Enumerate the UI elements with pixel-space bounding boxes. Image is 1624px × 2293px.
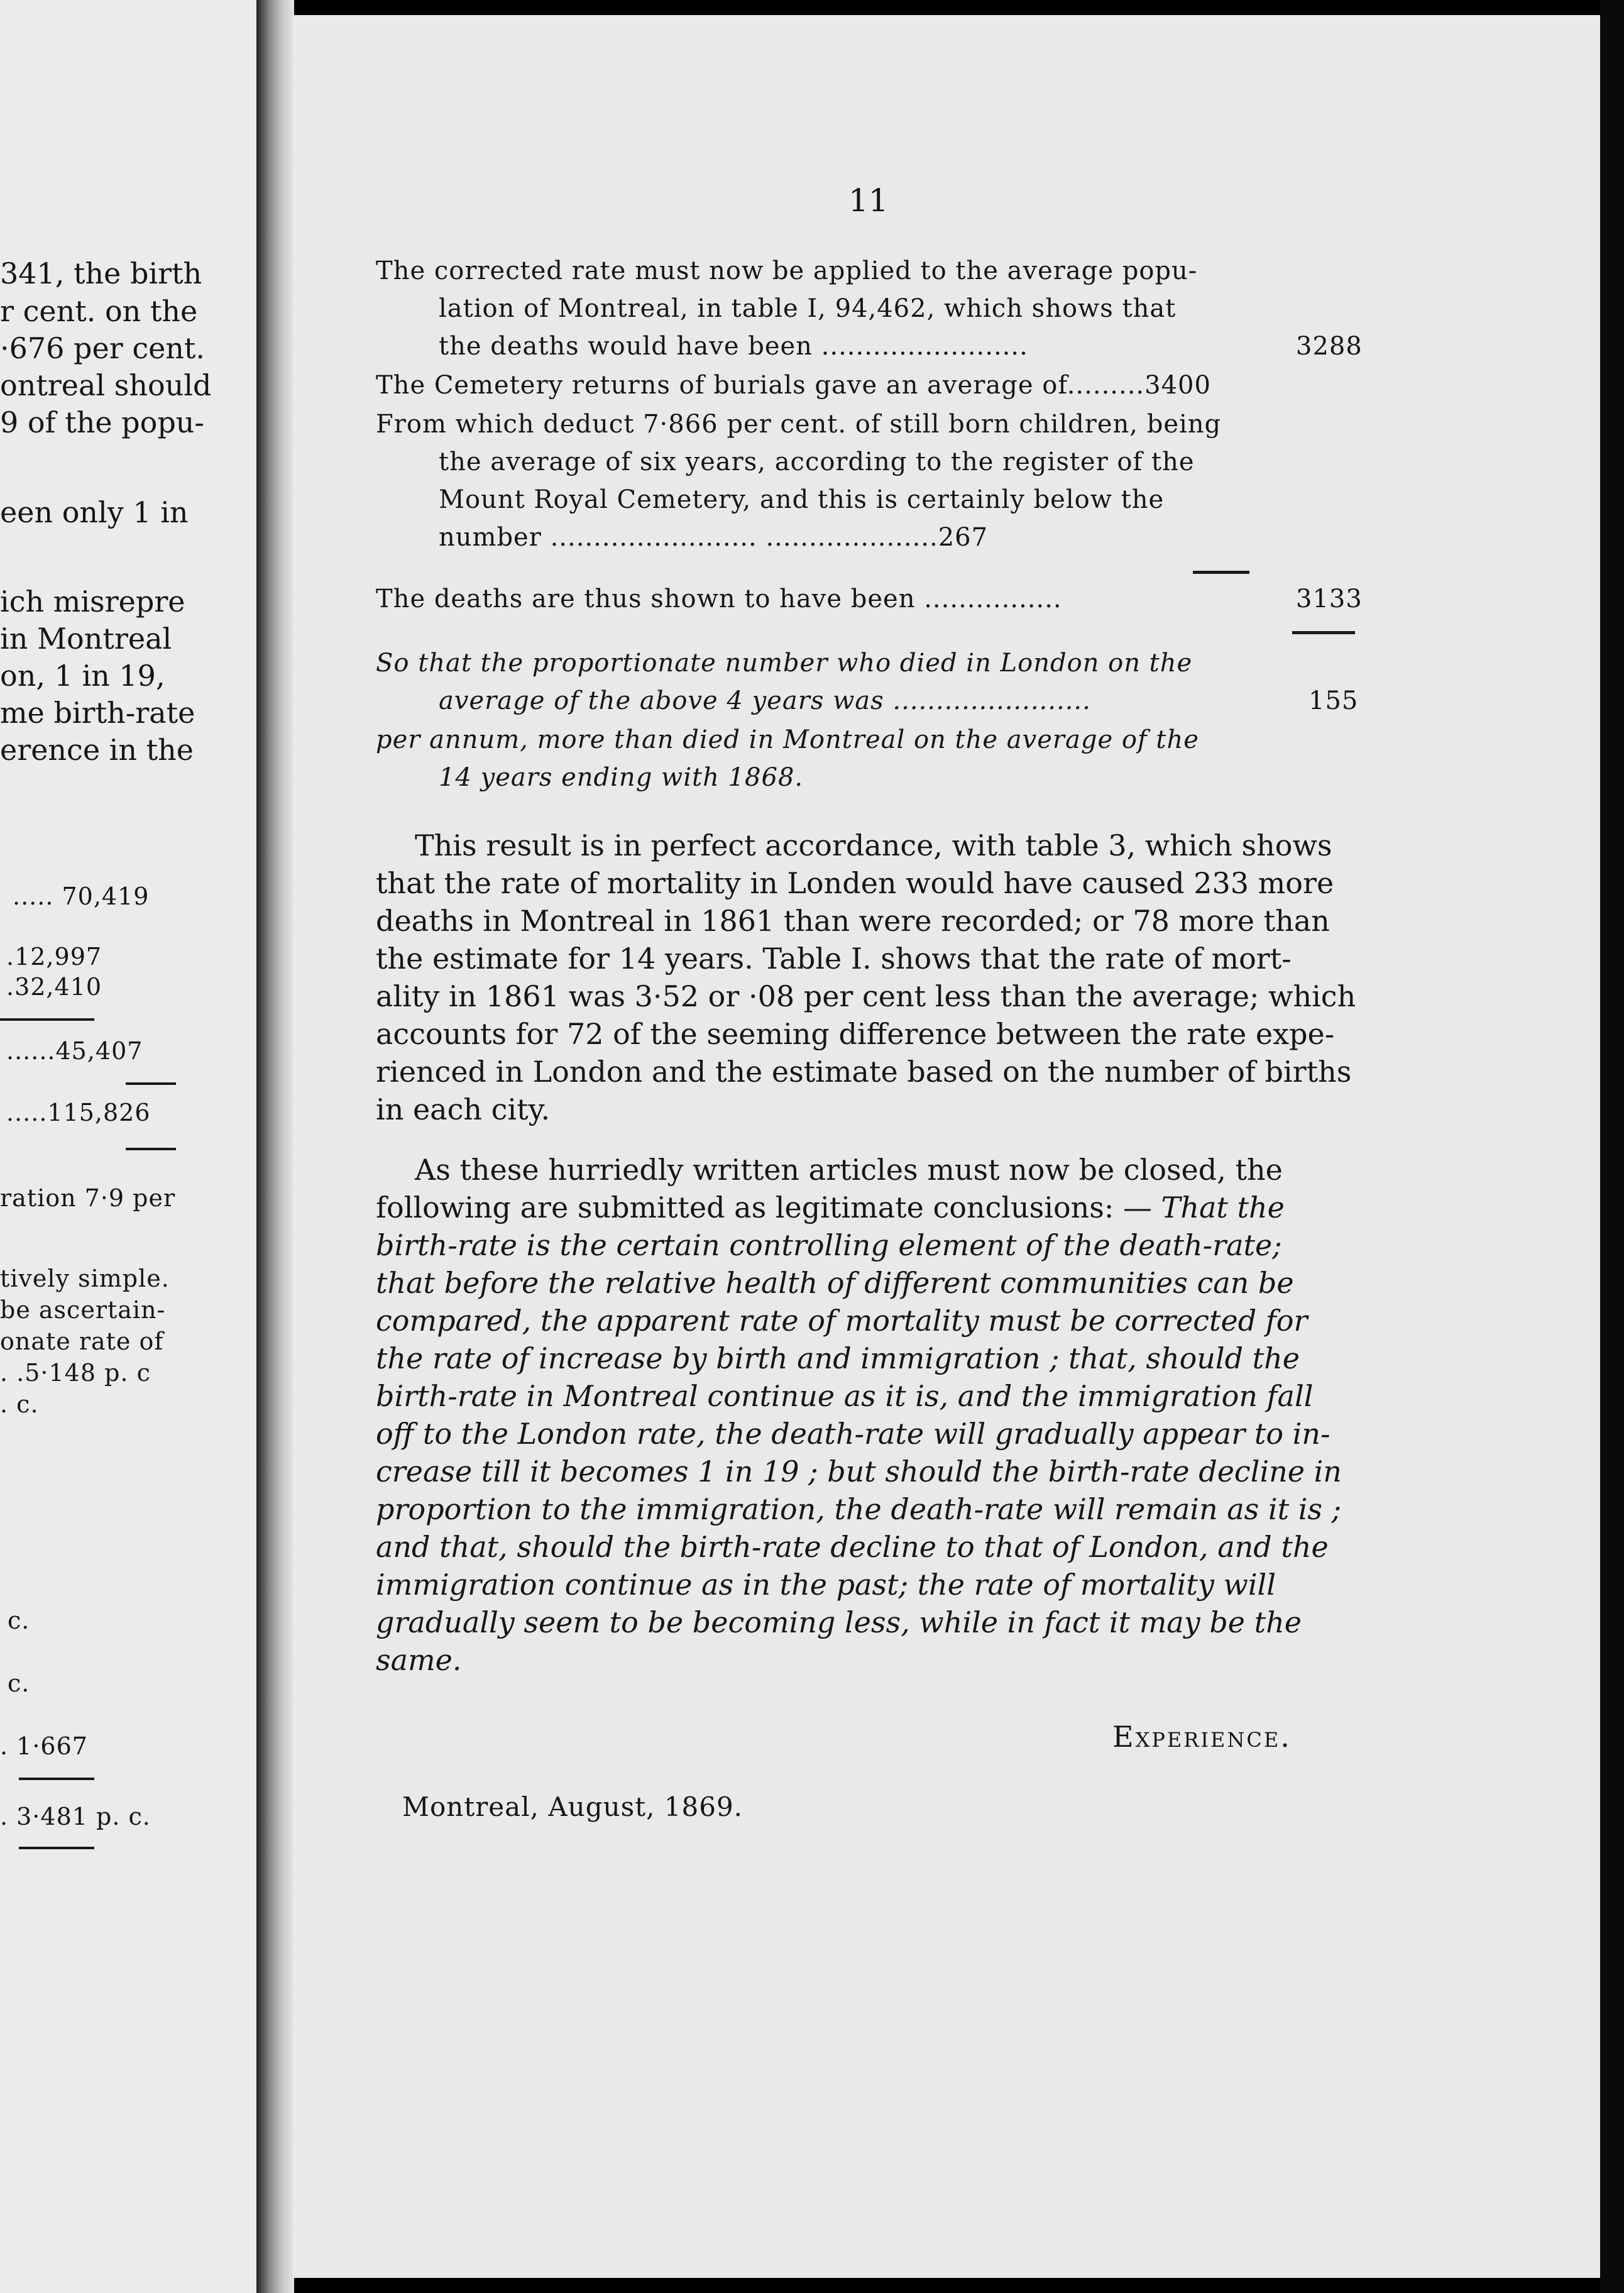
signature: Experience. <box>1112 1720 1292 1754</box>
paragraph-line: that before the relative health of different communities can be <box>376 1266 1294 1300</box>
page-edge-shadow <box>1600 0 1624 2293</box>
table-value: 3288 <box>1296 332 1363 361</box>
paragraph-line: off to the London rate, the death-rate will gradually appear to in- <box>376 1417 1330 1451</box>
paragraph-line-italic: That the <box>1161 1190 1285 1224</box>
left-line: onate rate of <box>0 1328 164 1355</box>
left-line: r cent. on the <box>0 294 198 328</box>
paragraph-line: crease till it becomes 1 in 19 ; but should the birth-rate decline in <box>376 1454 1342 1488</box>
left-figure: .32,410 <box>6 973 102 1001</box>
left-line: ontreal should <box>0 368 212 402</box>
left-figure: .12,997 <box>6 943 102 971</box>
left-rule <box>126 1148 176 1150</box>
table-line: The deaths are thus shown to have been ................ <box>376 585 1062 613</box>
left-figure: . 1·667 <box>0 1732 88 1760</box>
paragraph-line: that the rate of mortality in Londen would have caused 233 more <box>376 866 1334 900</box>
paragraph-line: This result is in perfect accordance, with table 3, which shows <box>415 828 1332 862</box>
left-figure: ......45,407 <box>6 1037 143 1065</box>
left-line: c. <box>8 1607 30 1634</box>
table-line: The Cemetery returns of burials gave an average of.........3400 <box>376 371 1211 400</box>
left-line: ration 7·9 per <box>0 1184 176 1212</box>
table-line: Mount Royal Cemetery, and this is certainly below the <box>439 485 1165 514</box>
paragraph-line: birth-rate in Montreal continue as it is, and the immigration fall <box>376 1379 1314 1413</box>
place-date: Montreal, August, 1869. <box>402 1791 743 1822</box>
italic-line: 14 years ending with 1868. <box>439 763 804 792</box>
left-rule <box>0 1018 94 1021</box>
paragraph-line: same. <box>376 1643 462 1677</box>
left-figure: . 3·481 p. c. <box>0 1803 151 1830</box>
left-line: . .5·148 p. c <box>0 1359 151 1387</box>
table-line: number ........................ ....................267 <box>439 523 989 552</box>
left-line: 9 of the popu- <box>0 405 204 439</box>
paragraph-line: and that, should the birth-rate decline to that of London, and the <box>376 1530 1329 1564</box>
paragraph-line: As these hurriedly written articles must now be closed, the <box>415 1153 1283 1187</box>
table-line: lation of Montreal, in table I, 94,462, which shows that <box>439 294 1177 323</box>
left-line: erence in the <box>0 733 194 767</box>
left-figure: ..... 70,419 <box>13 883 150 910</box>
left-line: in Montreal <box>0 622 172 656</box>
table-line: The corrected rate must now be applied to the average popu- <box>376 256 1198 285</box>
book-gutter <box>256 0 294 2293</box>
table-line: From which deduct 7·866 per cent. of still born children, being <box>376 410 1222 439</box>
paragraph-line: rienced in London and the estimate based on the number of births <box>376 1055 1352 1089</box>
left-rule <box>19 1778 94 1780</box>
paragraph-line: deaths in Montreal in 1861 than were recorded; or 78 more than <box>376 904 1330 938</box>
paragraph-line: the rate of increase by birth and immigration ; that, should the <box>376 1341 1300 1375</box>
paragraph-line: compared, the apparent rate of mortality must be corrected for <box>376 1304 1308 1338</box>
left-line: me birth-rate <box>0 696 195 730</box>
table-rule <box>1292 631 1355 634</box>
left-figure: .....115,826 <box>6 1099 151 1126</box>
table-line: the deaths would have been ........................ <box>439 332 1028 361</box>
italic-line: So that the proportionate number who died in London on the <box>376 649 1193 678</box>
paragraph-line-roman: following are submitted as legitimate conclusions: — <box>376 1190 1161 1224</box>
left-line: be ascertain- <box>0 1296 166 1324</box>
left-line: on, 1 in 19, <box>0 659 165 693</box>
table-value: 3133 <box>1296 585 1363 613</box>
paragraph-line: proportion to the immigration, the death-rate will remain as it is ; <box>376 1492 1342 1526</box>
left-rule <box>126 1082 176 1085</box>
left-line: 341, the birth <box>0 256 202 290</box>
left-line: een only 1 in <box>0 495 189 529</box>
left-line: ich misrepre <box>0 585 185 619</box>
paragraph-line: gradually seem to be becoming less, while in fact it may be the <box>376 1605 1302 1639</box>
left-line: . c. <box>0 1390 39 1418</box>
table-value: 155 <box>1309 686 1359 715</box>
paragraph-line: birth-rate is the certain controlling element of the death-rate; <box>376 1228 1282 1262</box>
left-line: c. <box>8 1669 30 1697</box>
left-line: ·676 per cent. <box>0 331 206 365</box>
page-number: 11 <box>848 182 889 219</box>
paragraph-line: ality in 1861 was 3·52 or ·08 per cent less than the average; which <box>376 979 1356 1013</box>
paragraph-line: the estimate for 14 years. Table I. shows that the rate of mort- <box>376 942 1292 976</box>
italic-line: per annum, more than died in Montreal on the average of the <box>376 725 1199 754</box>
paragraph-line <box>376 1190 1285 1224</box>
paragraph-line: in each city. <box>376 1092 551 1126</box>
left-rule <box>19 1847 94 1849</box>
table-line: the average of six years, according to the register of the <box>439 448 1195 476</box>
paragraph-line: accounts for 72 of the seeming difference between the rate expe- <box>376 1017 1335 1051</box>
italic-line: average of the above 4 years was ....................... <box>439 686 1091 715</box>
paragraph-line: immigration continue as in the past; the rate of mortality will <box>376 1568 1276 1602</box>
left-line: tively simple. <box>0 1265 170 1292</box>
table-rule <box>1193 571 1249 574</box>
